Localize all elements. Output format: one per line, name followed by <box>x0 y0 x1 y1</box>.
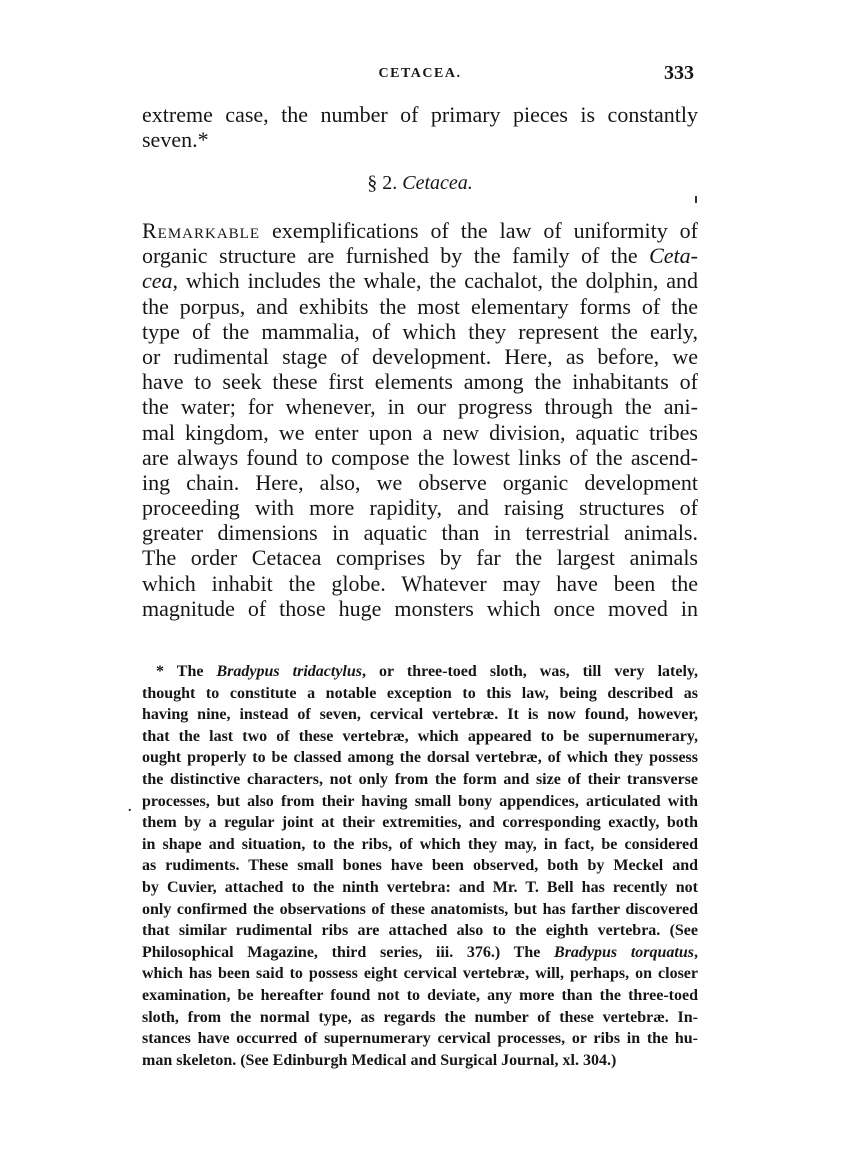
footnote-line: having nine, instead of seven, cervical vertebræ. It is now found, however, <box>142 706 698 724</box>
footnote-line: Philosophical Magazine, third series, iii. 376.) The Bradypus torquatus, <box>142 943 698 961</box>
print-mark <box>695 196 697 203</box>
running-title: CETACEA. <box>378 66 462 81</box>
text-line: have to seek these first elements among the inhabitants of <box>142 369 698 395</box>
footnote-line: examination, be hereafter found not to deviate, any more than the three-toed <box>142 986 698 1004</box>
text-line: proceeding with more rapidity, and raising structures of <box>142 495 698 521</box>
intro-text <box>142 102 698 152</box>
footnote-line: processes, but also from their having small bony appendices, articulated with <box>142 792 698 810</box>
running-head <box>142 62 698 88</box>
text-line: greater dimensions in aquatic than in terrestrial animals. <box>142 520 698 546</box>
footnote-line: by Cuvier, attached to the ninth vertebra: and Mr. T. Bell has recently not <box>142 878 698 896</box>
text-line: The order Cetacea comprises by far the largest animals <box>142 545 698 571</box>
section-number: § 2. <box>367 172 398 194</box>
text-line: mal kingdom, we enter upon a new division, aquatic tribes <box>142 419 698 445</box>
page-number: 333 <box>664 62 694 84</box>
text-line: ing chain. Here, also, we observe organic development <box>142 469 698 495</box>
footnote-line: in shape and situation, to the ribs, of which they may, in fact, be considered <box>142 835 698 853</box>
section-heading <box>142 172 698 195</box>
footnote-line <box>142 661 698 683</box>
footnote-line: man skeleton. (See Edinburgh Medical and Surgical Journal, xl. 304.) <box>142 1051 617 1069</box>
footnote-line: only confirmed the observations of these anatomists, but has farther discovered <box>142 900 698 918</box>
text-line: seven.* <box>142 127 209 153</box>
line-rest: exemplifications of the law of uniformity of <box>260 218 698 243</box>
footnote-line: that similar rudimental ribs are attached also to the eighth vertebra. (See <box>142 922 698 940</box>
section-title: Cetacea. <box>402 172 473 194</box>
text-line: cea, which includes the whale, the cachalot, the dolphin, and <box>142 268 698 294</box>
footnote-line: the distinctive characters, not only from the form and size of their transverse <box>142 770 698 788</box>
text-line <box>142 218 698 243</box>
text-line: type of the mammalia, of which they represent the early, <box>142 318 698 344</box>
footnote-line: them by a regular joint at their extremities, and corresponding exactly, both <box>142 814 698 832</box>
text-line: are always found to compose the lowest links of the ascend- <box>142 444 698 470</box>
footnote-line: that the last two of these vertebræ, which appeared to be supernumerary, <box>142 727 698 745</box>
text-line: the water; for whenever, in our progress through the ani- <box>142 394 698 420</box>
main-paragraph <box>142 218 698 621</box>
lead-word: Remarkable <box>142 218 261 243</box>
footnote-line: ought properly to be classed among the dorsal vertebræ, of which they possess <box>142 749 698 767</box>
footnote-line: sloth, from the normal type, as regards the number of these vertebræ. In- <box>142 1008 698 1026</box>
footnote <box>142 661 698 1071</box>
text-line: or rudimental stage of development. Here, as before, we <box>142 343 698 369</box>
footnote-line: thought to constitute a notable exception to this law, being described as <box>142 684 698 702</box>
footnote-first-text: The Bradypus tridactylus, or three-toed sloth, was, till very lately, <box>176 663 699 680</box>
text-line: the porpus, and exhibits the most elementary forms of the <box>142 293 698 319</box>
footnote-line: which has been said to possess eight cervical vertebræ, will, perhaps, on closer <box>142 965 698 983</box>
text-line: organic structure are furnished by the family of the Ceta- <box>142 243 698 269</box>
footnote-line: as rudiments. These small bones have been observed, both by Meckel and <box>142 857 698 875</box>
print-mark: . <box>128 800 132 815</box>
footnote-marker: * <box>156 663 177 680</box>
text-line: extreme case, the number of primary pieces is constantly <box>142 102 698 127</box>
footnote-line: stances have occurred of supernumerary cervical processes, or ribs in the hu- <box>142 1030 698 1048</box>
text-line: magnitude of those huge monsters which once moved in <box>142 595 698 621</box>
text-line: which inhabit the globe. Whatever may have been the <box>142 570 698 596</box>
